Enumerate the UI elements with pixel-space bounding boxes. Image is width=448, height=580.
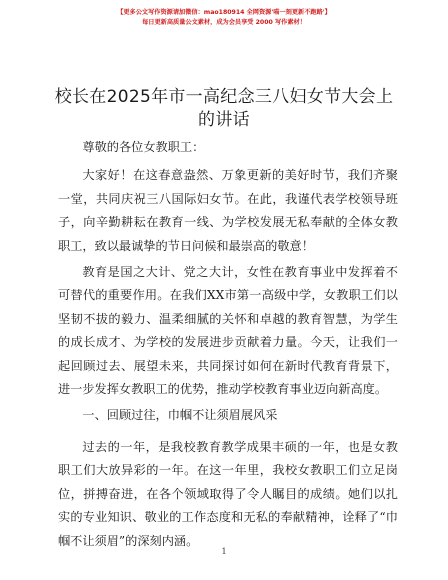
paragraph-2: 教育是国之大计、党之大计，女性在教育事业中发挥着不可替代的重要作用。在我们XX市第一高级中学，女教职工们以坚韧不拔的毅力、温柔细腻的关怀和卓越的教育智慧，为学生的成长成才、为学校的发展进步贡献着力量。今天，让我们一起回顾过去、展望未来，共同探讨如何在新时代教育背景下，进一步发挥女教职工的优势，推动学校教育事业迈向新高度。	[58, 265, 398, 397]
document-title: 校长在2025年市一高纪念三八妇女节大会上的讲话	[54, 87, 394, 130]
promo-banner-line-1: 【更多公文写作资源请加微信：mao180914 全网资源'喵一刻更新不跑路'】	[117, 9, 331, 16]
document-body	[58, 136, 398, 556]
section-paragraph-1: 过去的一年，是我校教育教学成果丰硕的一年，也是女教职工们大放异彩的一年。在这一年里，我校女教职工们立足岗位，拼搏奋进，在各个领域取得了令人瞩目的成绩。她们以扎实的专业知识、敬业的工作态度和无私的奉献精神，诠释了“巾帼不让须眉”的深刻内涵。	[58, 439, 398, 548]
salutation: 尊敬的各位女教职工：	[82, 140, 205, 154]
promo-banner-line-2: 每日更新高质量公文素材，成为会员享受 2000 写作素材！	[142, 19, 306, 26]
page-number: 1	[221, 547, 227, 556]
paragraph-1: 大家好！在这春意盎然、万象更新的美好时节，我们齐聚一堂，共同庆祝三八国际妇女节。在此，我谨代表学校领导班子，向辛勤耕耘在教育一线、为学校发展无私奉献的全体女教职工，致以最诚挚的节日问候和最崇高的敬意！	[58, 168, 398, 253]
promo-banner	[0, 8, 448, 28]
section-heading: 一、回顾过往，巾帼不让须眉展风采	[82, 408, 278, 423]
